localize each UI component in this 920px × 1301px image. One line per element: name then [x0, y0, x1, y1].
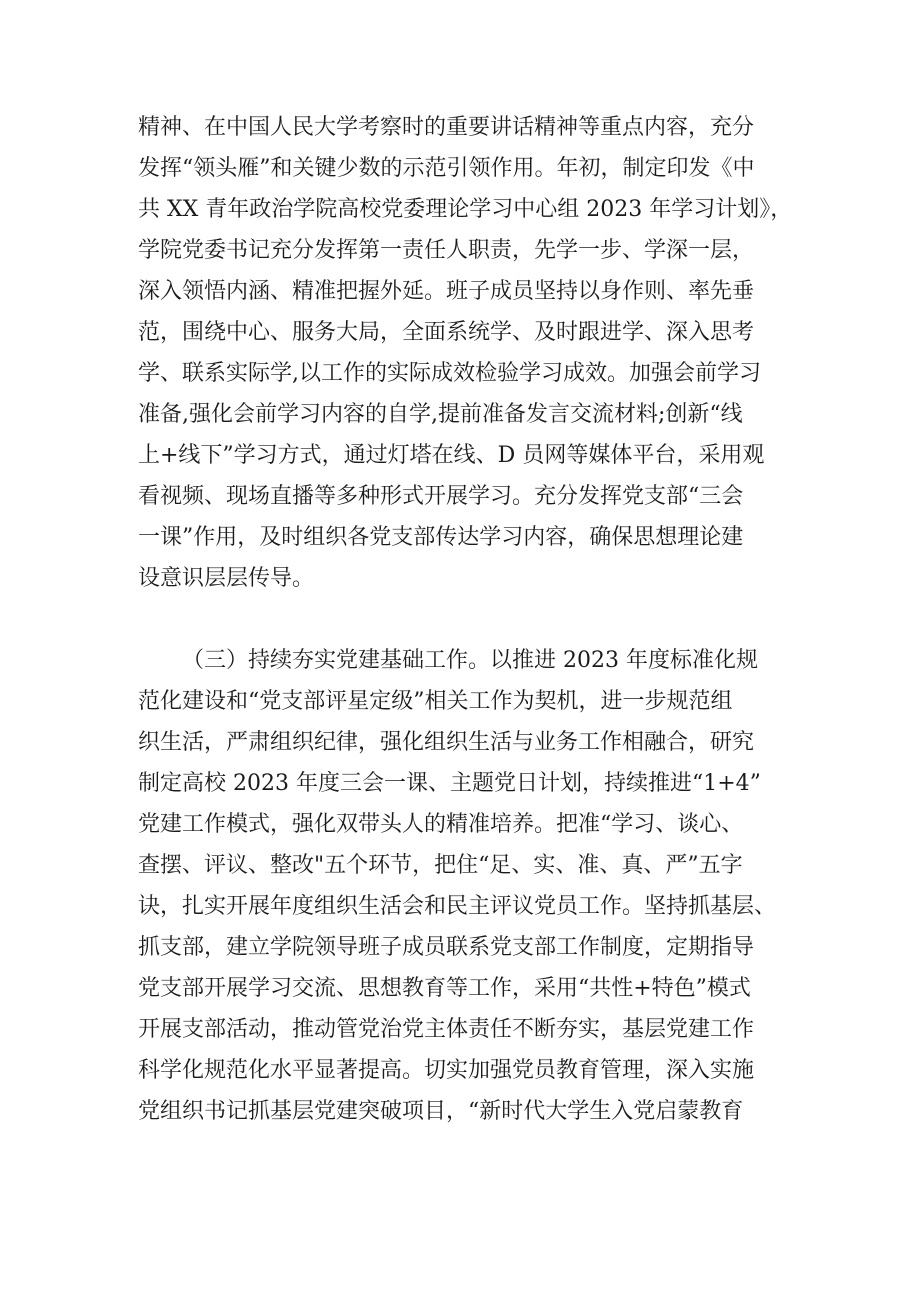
paragraph-line: 准备,强化会前学习内容的自学,提前准备发言交流材料;创新“线 [138, 402, 743, 427]
paragraph-line: 上+线下”学习方式，通过灯塔在线、D 员网等媒体平台，采用观 [138, 443, 765, 468]
paragraph-line: 科学化规范化水平显著提高。切实加强党员教育管理，深入实施 [138, 1058, 755, 1083]
paragraph-line: 制定高校 2023 年度三会一课、主题党日计划，持续推进“1+4” [138, 771, 761, 796]
paragraph-line: 开展支部活动，推动管党治党主体责任不断夯实，基层党建工作 [138, 1017, 755, 1042]
paragraph-line: 抓支部，建立学院领导班子成员联系党支部工作制度，定期指导 [138, 935, 755, 960]
paragraph-line: 党建工作模式，强化双带头人的精准培养。把准“学习、谈心、 [138, 812, 744, 837]
paragraph-line: 共 XX 青年政治学院高校党委理论学习中心组 2023 年学习计划》， [138, 197, 793, 222]
paragraph-1 [138, 107, 798, 599]
paragraph-line: 学院党委书记充分发挥第一责任人职责，先学一步、学深一层， [138, 238, 755, 263]
paragraph-line: 范，围绕中心、服务大局，全面系统学、及时跟进学、深入思考 [138, 320, 755, 345]
paragraph-line: 查摆、评议、整改"五个环节，把住“足、实、准、真、严”五字 [138, 853, 743, 878]
paragraph-line: 党组织书记抓基层党建突破项目，“新时代大学生入党启蒙教育 [138, 1099, 744, 1124]
paragraph-2 [138, 640, 798, 1132]
paragraph-line: 一课”作用，及时组织各党支部传达学习内容，确保思想理论建 [138, 525, 744, 550]
paragraph-line: 诀，扎实开展年度组织生活会和民主评议党员工作。坚持抓基层、 [138, 894, 777, 919]
paragraph-line: 精神、在中国人民大学考察时的重要讲话精神等重点内容，充分 [138, 115, 755, 140]
paragraph-line: 学、联系实际学,以工作的实际成效检验学习成效。加强会前学习 [138, 361, 761, 386]
paragraph-line: 发挥“领头雁”和关键少数的示范引领作用。年初，制定印发《中 [138, 156, 755, 181]
paragraph-line: 党支部开展学习交流、思想教育等工作，采用“共性+特色”模式 [138, 976, 751, 1001]
paragraph-line: 织生活，严肃组织纪律，强化组织生活与业务工作相融合，研究 [138, 730, 755, 755]
paragraph-line: 设意识层层传导。 [138, 566, 315, 591]
paragraph-line: 看视频、现场直播等多种形式开展学习。充分发挥党支部“三会 [138, 484, 744, 509]
paragraph-line: 深入领悟内涵、精准把握外延。班子成员坚持以身作则、率先垂 [138, 279, 755, 304]
paragraph-line: 范化建设和“党支部评星定级”相关工作为契机，进一步规范组 [138, 689, 733, 714]
paragraph-first-line: （三）持续夯实党建基础工作。以推进 2023 年度标准化规 [182, 648, 758, 673]
